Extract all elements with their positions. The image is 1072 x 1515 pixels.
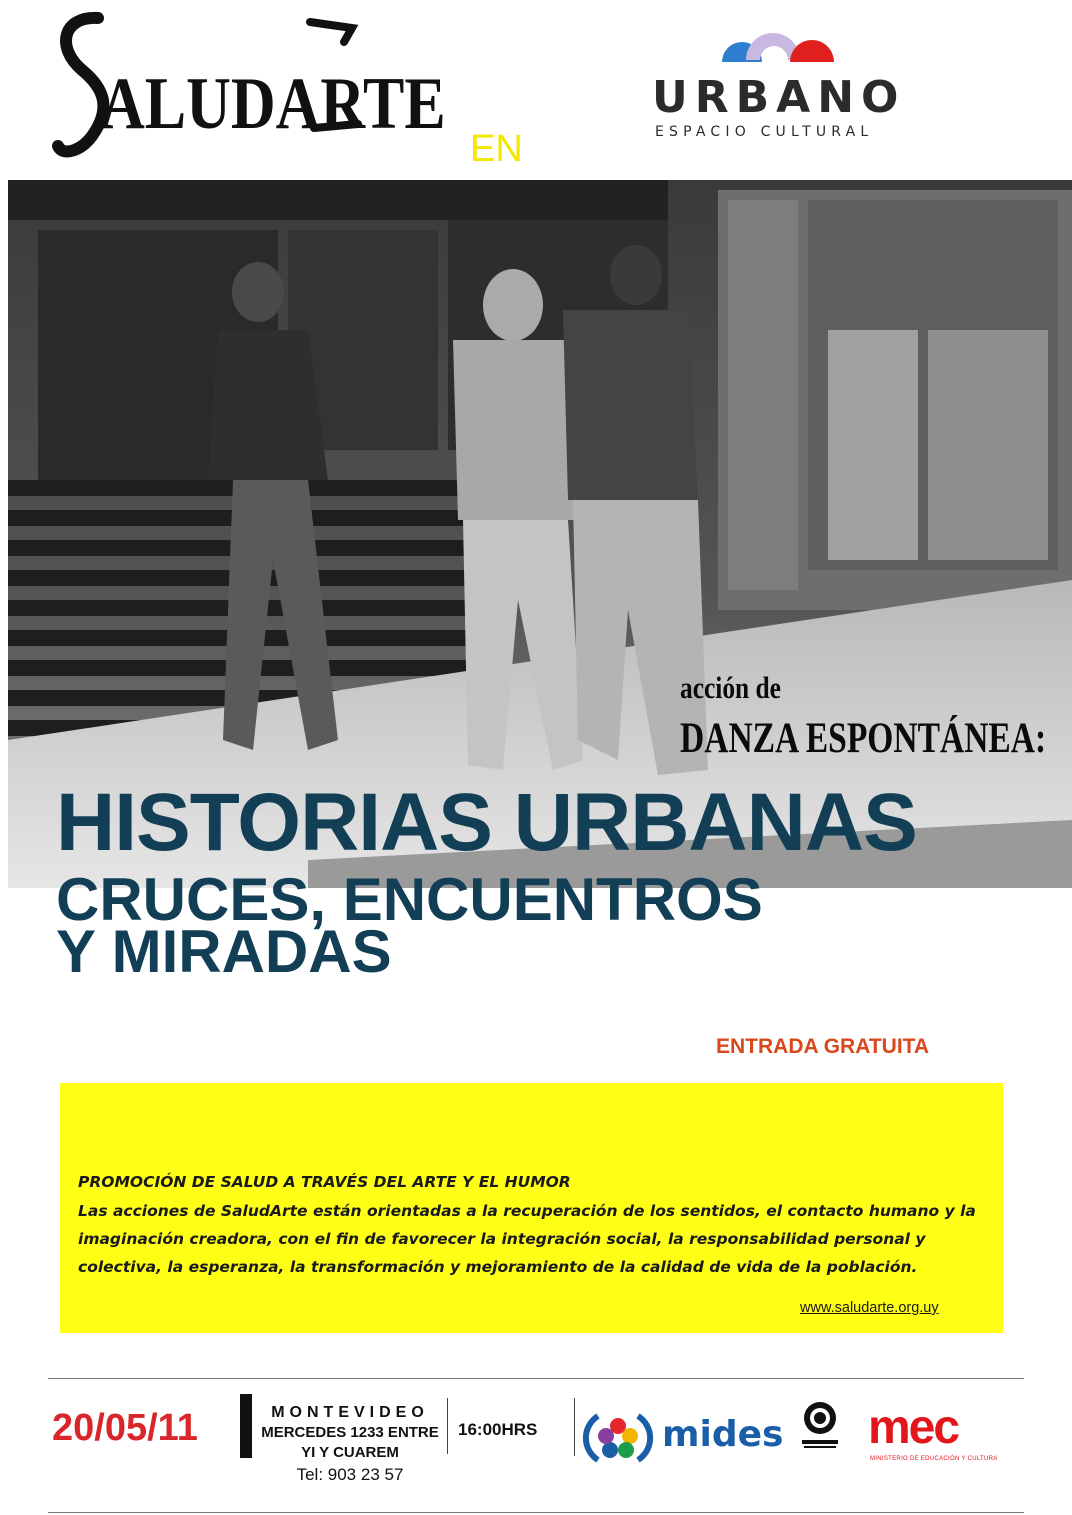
footer-rule-bottom [48, 1512, 1024, 1513]
website-link[interactable]: www.saludarte.org.uy [800, 1300, 939, 1316]
event-time: 16:00HRS [458, 1420, 538, 1439]
headline-pre-2: DANZA ESPONTÁNEA: [680, 715, 1047, 762]
saludarte-logo [52, 8, 446, 166]
event-date: 20/05/11 [52, 1407, 198, 1449]
panel-body: Las acciones de SaludArte están orientadas a la recuperación de los sentidos, el contacto humano y la imaginación creadora, con el fin de favorecer la integración social, la responsabilidad personal y colectiva, la esperanza, la transformación y mejoramiento de la calidad de vida de la población. [78, 1202, 976, 1276]
mides-logo-text: mides [662, 1414, 784, 1455]
headline-subtitle-2: Y MIRADAS [56, 918, 392, 985]
headline-title: HISTORIAS URBANAS [56, 777, 917, 868]
mec-logo-subtitle: MINISTERIO DE EDUCACIÓN Y CULTURA [870, 1456, 998, 1462]
event-address-1: MERCEDES 1233 ENTRE [261, 1424, 439, 1441]
mides-star-icon [588, 1410, 648, 1466]
entry-free-label: ENTRADA GRATUITA [716, 1035, 930, 1058]
svg-text:ALUDARTE: ALUDARTE [100, 61, 446, 145]
footer-rule-top [48, 1378, 1024, 1379]
mec-logo: mec [868, 1401, 959, 1454]
event-phone: Tel: 903 23 57 [296, 1465, 404, 1484]
seal-icon [800, 1400, 840, 1452]
panel-heading: PROMOCIÓN DE SALUD A TRAVÉS DEL ARTE Y EL HUMOR [78, 1173, 571, 1191]
divider-line [574, 1398, 575, 1456]
en-connector: EN [470, 128, 523, 170]
event-city: MONTEVIDEO [271, 1404, 429, 1421]
divider-line [447, 1398, 448, 1454]
divider-bar [240, 1394, 252, 1458]
headline-pre-1: acción de [680, 670, 781, 705]
headline-subtitle-1: CRUCES, ENCUENTROS [56, 866, 763, 933]
event-address-2: YI Y CUAREM [301, 1444, 399, 1461]
urbano-title: URBANO [652, 72, 906, 123]
urbano-subtitle: ESPACIO CULTURAL [655, 124, 874, 140]
